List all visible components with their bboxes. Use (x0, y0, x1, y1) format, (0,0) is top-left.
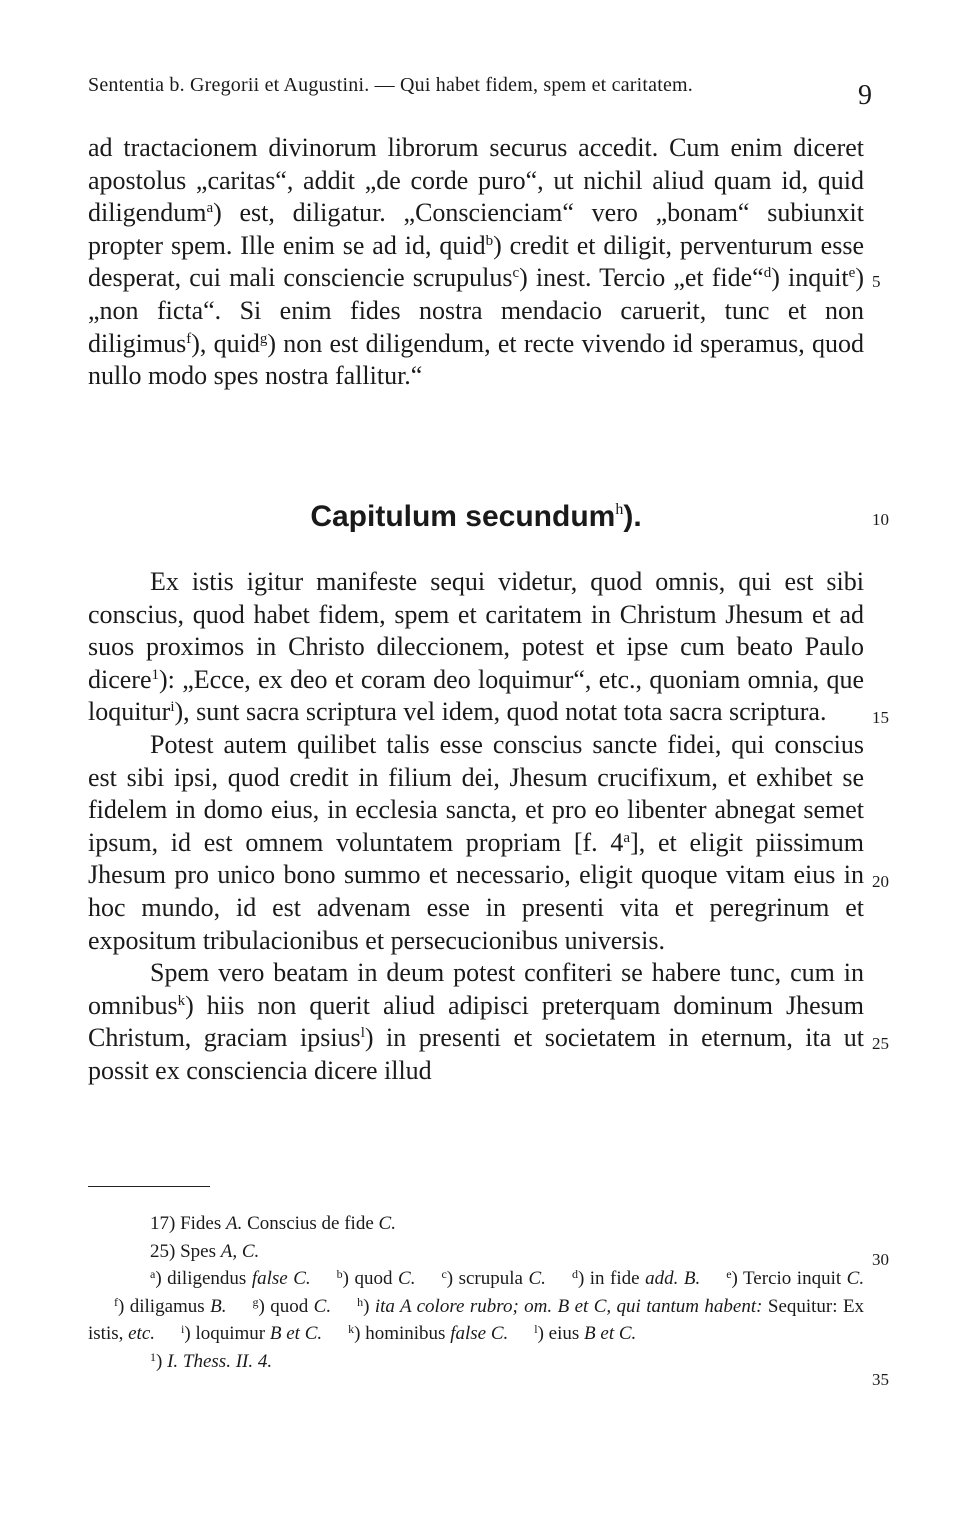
source-footnote: $^1$) I. Thess. II. 4. (150, 1349, 273, 1372)
siglum: C. (846, 1268, 865, 1289)
text-run: ), quid (191, 328, 260, 358)
text-run: ) hiis non querit aliud adipisci preterquam dominum Jhesum Christum, graciam ipsius (88, 990, 864, 1053)
note-marker-c: c (512, 265, 520, 282)
text-run: Spes (180, 1240, 216, 1262)
page-number: 9 (858, 80, 872, 111)
text-run: ) „non ficta“. Si enim fides nostra mendacio caruerit, tunc et non diligimus (88, 263, 864, 358)
note-marker-g: g (259, 330, 268, 347)
text-run: ) credit et diligit, perventurum esse desperat, cui mali consciencie scrupulus (88, 230, 864, 293)
text-run: ) in fide (577, 1268, 640, 1289)
text-run: ) in presenti et societatem in eternum, ita ut possit ex consciencia dicere illud (88, 1023, 865, 1085)
text-run: ) scrupula (446, 1268, 523, 1289)
text-run: ), sunt sacra scriptura vel idem, quod notat tota sacra scriptura. (174, 697, 827, 727)
text-run: Spem vero beatam in deum potest confiteri se habere tunc, cum in omnibus (88, 958, 864, 1020)
note-mark: i (181, 1322, 185, 1336)
text-run: ) Tercio inquit (731, 1268, 842, 1289)
note-marker-l: l (360, 1025, 365, 1042)
footnote-rule (88, 1186, 210, 1187)
note-mark: 1 (150, 1349, 156, 1364)
text-run: ) quod (342, 1268, 393, 1289)
footnote-number: 25) (150, 1240, 176, 1262)
paragraph-1-text (88, 132, 864, 393)
note-marker-k: k (177, 992, 186, 1009)
paragraph-1 (88, 132, 864, 393)
note-mark: c (441, 1267, 447, 1281)
text-run: Potest autem quilibet talis esse conscius sancte fidei, qui conscius est sibi ipsi, quod credit in filium dei, Jhesum crucifixum, et exhibet se fidelem in domo eius, in ecclesia sancta, et pro eo libenter abnegat semet ipsum, id est omnem voluntatem propriam [f. 4 (88, 729, 864, 857)
siglum: C. (528, 1268, 546, 1289)
note-mark: d (571, 1267, 578, 1281)
note-mark: g (252, 1294, 259, 1309)
text-run: ). (623, 500, 642, 533)
text-run: Conscius de fide (247, 1213, 374, 1234)
chapter-body (88, 566, 864, 1088)
line-number-15: 15 (872, 708, 889, 727)
note-mark: e (726, 1267, 732, 1281)
line-number-10: 10 (872, 510, 889, 529)
footnote-number: 17) (150, 1213, 176, 1234)
note-marker-h: h (615, 501, 624, 518)
paragraph-4 (88, 957, 864, 1087)
running-head: Sententia b. Gregorii et Augustini. — Qui habet fidem, spem et caritatem. (88, 74, 694, 96)
text-run: ad tractacionem divinorum librorum securus accedit. Cum enim diceret apostolus „caritas“, addit „de corde puro“, ut nichil aliud quam id, quid diligendum (88, 133, 864, 228)
paragraph-3 (88, 729, 864, 957)
siglum: add. B. (645, 1268, 701, 1289)
text-run: Fides (180, 1213, 222, 1234)
text-run: ) diligamus (118, 1295, 205, 1317)
footnotes (88, 1210, 864, 1375)
note-marker-e: e (848, 265, 856, 282)
text-run: ) inquit (771, 263, 849, 293)
line-number-30: 30 (872, 1250, 889, 1269)
siglum: B et C. (269, 1323, 323, 1344)
chapter-heading (88, 500, 864, 534)
text-run: ): „Ecce, ex deo et coram deo loquimur“, etc., quoniam omnia, que loquitur (88, 664, 864, 727)
siglum: etc. (128, 1323, 156, 1344)
note-marker-1: 1 (151, 666, 160, 683)
chapter-heading-text: Capitulum secundum (310, 500, 616, 533)
text-run: ], et eligit piissimum Jhesum pro unico bono summo et necessario, eligit quoque vitam eius in hoc mundo, id est advenam esse in presenti vita et peregrinum et expositum tribulacionibus et persecucionibus universis. (88, 827, 864, 955)
note-marker-f: f (186, 330, 192, 347)
footnote-line-17 (88, 1210, 864, 1238)
note-marker-d: d (763, 265, 772, 282)
text-run: ) eius (537, 1323, 580, 1344)
siglum: C. (398, 1268, 416, 1289)
note-mark: h (357, 1294, 364, 1309)
line-number-35: 35 (872, 1370, 889, 1389)
text-run: ) quod (258, 1295, 309, 1317)
note-marker-i: i (170, 699, 175, 716)
text-run: ) non est diligendum, et recte vivendo id speramus, quod nullo modo spes nostra fallitur.“ (88, 328, 864, 391)
text-run: ) diligendus (155, 1268, 247, 1289)
siglum: false C. (450, 1323, 509, 1344)
text-run: ) est, diligatur. „Conscienciam“ vero „bonam“ subiunxit propter spem. Ille enim se ad id, quid (88, 198, 864, 260)
siglum: false C. (251, 1268, 311, 1289)
folio-marker: a (623, 829, 631, 846)
text-run: ) hominibus (354, 1323, 446, 1344)
paragraph-2 (88, 566, 864, 729)
note-mark: l (534, 1322, 538, 1336)
note-marker-b: b (485, 232, 494, 249)
siglum: ita A colore rubro; om. B et C, qui tantum habent: (374, 1295, 763, 1317)
text-run: Sequitur: Ex istis, (88, 1295, 865, 1344)
source-reference: I. Thess. II. 4. (167, 1350, 273, 1372)
critical-apparatus: $^a$) diligendus false C. $^b$) quod C. $^c$) scrupula C. $^d$) in fide add. B. $^e$) Tercio inquit C.$^f$) diligamus B. $^g$) quod C. $^h$) ita A colore rubro; om. B et C, qui tantum habent: Sequitur: Ex istis, etc. $^i$) loquimur B et C. $^k$) hominibus false C. $^l$) eius B et C. (88, 1267, 865, 1344)
siglum: B. (210, 1295, 227, 1317)
siglum: C. (378, 1213, 396, 1234)
line-number-20: 20 (872, 872, 889, 891)
note-marker-a: a (206, 200, 214, 217)
note-mark: k (348, 1322, 355, 1336)
text-run: ) loquimur (184, 1323, 266, 1344)
note-mark: f (114, 1294, 118, 1309)
note-mark: b (336, 1267, 343, 1281)
line-number-5: 5 (872, 272, 881, 291)
text-run: ) inest. Tercio „et fide“ (519, 263, 764, 293)
note-mark: a (150, 1267, 156, 1281)
siglum: B et C. (584, 1323, 637, 1344)
line-number-25: 25 (872, 1034, 889, 1053)
siglum: A, C. (220, 1240, 260, 1262)
siglum: A. (226, 1213, 243, 1234)
siglum: C. (313, 1295, 332, 1317)
text-run: Ex istis igitur manifeste sequi videtur, quod omnis, qui est sibi conscius, quod habet fidem, spem et caritatem in Christum Jhesum et ad suos proximos in Christo dileccionem, potest et ipse cum beato Paulo dicere (88, 567, 864, 694)
footnote-line-25 (88, 1238, 864, 1266)
